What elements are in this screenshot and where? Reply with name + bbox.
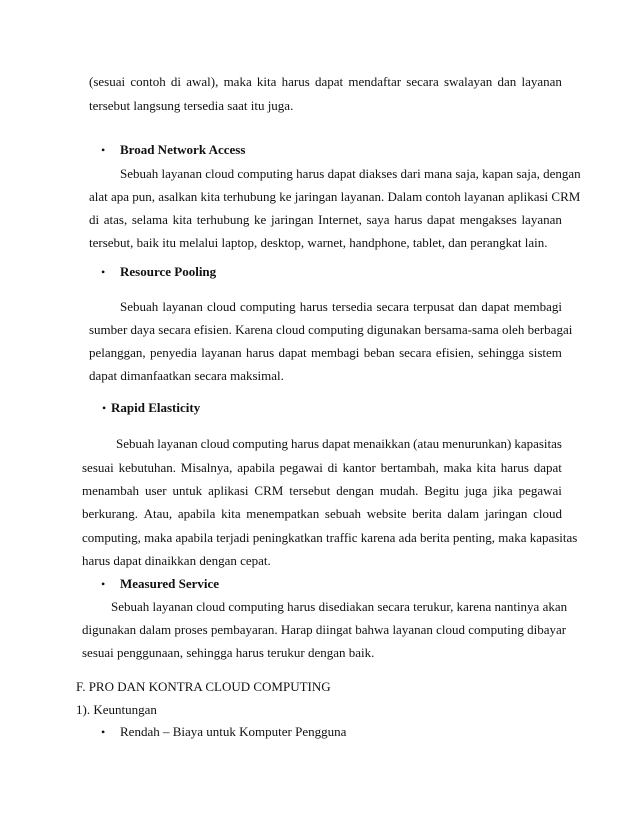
text-segment: (sesuai [89,74,126,89]
text-segment: tersedia [332,299,373,314]
subsection-heading: 1). Keuntungan [76,702,157,717]
paragraph-line [89,345,562,361]
heading-resource-pooling: Resource Pooling [120,264,217,279]
text-segment: membagi [310,345,360,360]
paragraph-line [89,74,562,90]
text-segment: cloud [200,436,230,451]
text-segment: atas, [103,212,128,227]
text-segment: contoh [130,74,166,89]
text-segment: Misalnya, [180,460,233,475]
text-segment: terhubung [196,212,250,227]
text-segment: kebutuhan. [118,460,176,475]
text-segment: dapat [481,299,510,314]
text-segment: pelanggan, [89,345,146,360]
paragraph-line [116,436,562,452]
text-segment: sistem [528,345,562,360]
text-segment: menaikkan [353,436,411,451]
text-segment: Atau, [143,506,173,521]
text-segment: layanan [521,74,562,89]
text-segment: harus [281,74,310,89]
text-segment: harus [394,212,423,227]
text-segment: mudah. [379,483,419,498]
paragraph-line [89,212,562,228]
section-heading: F. PRO DAN KONTRA CLOUD COMPUTING [76,679,331,694]
bullet-icon: • [101,577,106,591]
paragraph-line: computing, maka apabila terjadi peningkatkan traffic karena ada berita penting, maka kapasitas [82,530,578,545]
bullet-icon: • [101,265,106,279]
text-segment: beban [363,345,395,360]
text-segment: CRM [254,483,284,498]
text-segment: mendaftar [348,74,402,89]
paragraph-line: Sebuah layanan cloud computing harus disediakan secara terukur, karena nantinya akan [111,599,568,614]
text-segment: penyedia [150,345,197,360]
text-segment: harus [500,460,529,475]
text-segment: dapat [426,212,456,227]
text-segment: cloud [206,299,236,314]
text-segment: secara [376,299,410,314]
paragraph-line [82,483,562,499]
text-segment: sehingga [478,345,525,360]
text-segment: ke [254,212,267,227]
text-segment: pegawai [518,483,562,498]
paragraph-line [120,299,562,315]
text-segment: tersebut [289,483,331,498]
text-segment: website [366,506,407,521]
text-segment: dapat [533,460,562,475]
text-segment: di [170,74,182,89]
text-segment: secara [406,74,439,89]
text-segment: bertambah, [380,460,439,475]
text-segment: Sebuah [116,436,155,451]
text-segment: awal), [186,74,219,89]
text-segment: user [144,483,167,498]
text-segment: kita [172,212,193,227]
paragraph-line: dapat dimanfaatkan secara maksimal. [89,368,284,383]
text-segment: pegawai [279,460,323,475]
paragraph-line: tersebut, baik itu melalui laptop, desktop, warnet, handphone, tablet, dan perangkat lain. [89,235,548,250]
text-segment: layanan [162,299,203,314]
text-segment: Internet, [318,212,362,227]
text-segment: layanan [157,436,198,451]
text-segment: jaringan [484,506,528,521]
text-segment: aplikasi [208,483,249,498]
text-segment: menurunkan) [442,436,512,451]
text-segment: Sebuah [120,299,159,314]
text-segment: (atau [413,436,440,451]
paragraph-line: alat apa pun, asalkan kita terhubung ke jaringan layanan. Dalam contoh layanan aplikasi CRM [89,189,581,204]
text-segment: di [89,212,100,227]
heading-measured-service: Measured Service [120,576,220,591]
text-segment: efisien, [435,345,474,360]
text-segment: berkurang. [82,506,138,521]
paragraph-line: sumber daya secara efisien. Karena cloud computing digunakan bersama-sama oleh berbagai [89,322,573,337]
text-segment: sesuai [82,460,114,475]
text-segment: dapat [322,436,351,451]
text-segment: Begitu [424,483,459,498]
text-segment: jaringan [270,212,314,227]
text-segment: computing [239,299,296,314]
text-segment: untuk [172,483,203,498]
paragraph-line: tersebut langsung tersedia saat itu juga. [89,98,294,113]
text-segment: jika [493,483,513,498]
text-segment: selama [131,212,168,227]
text-segment: computing [232,436,289,451]
paragraph-line: Sebuah layanan cloud computing harus dapat diakses dari mana saja, kapan saja, dengan [120,166,581,181]
text-segment: kita [256,74,277,89]
text-segment: dapat [278,345,307,360]
list-item: Rendah – Biaya untuk Komputer Pengguna [120,724,347,739]
text-segment: di [327,460,338,475]
text-segment: saya [366,212,390,227]
text-segment: secara [399,345,432,360]
text-segment: dan [458,299,478,314]
paragraph-line: harus dapat dinaikkan dengan cepat. [82,553,271,568]
text-segment: harus [246,345,275,360]
bullet-icon: • [101,725,106,739]
paragraph-line [82,506,562,522]
text-segment: kita [476,460,496,475]
text-segment: apabila [177,506,216,521]
heading-broad-network-access: Broad Network Access [120,142,246,157]
text-segment: juga [464,483,488,498]
text-segment: membagi [513,299,562,314]
paragraph-line [82,460,562,476]
paragraph-line: sesuai penggunaan, sehingga harus terukur dengan baik. [82,645,375,660]
text-segment: dalam [447,506,480,521]
text-segment: mengakses [459,212,517,227]
bullet-icon: • [101,143,106,157]
text-segment: sebuah [324,506,361,521]
text-segment: menempatkan [246,506,320,521]
text-segment: layanan [521,212,562,227]
text-segment: dengan [336,483,374,498]
text-segment: kita [221,506,241,521]
text-segment: kantor [342,460,376,475]
text-segment: kapasitas [514,436,562,451]
text-segment: maka [443,460,472,475]
text-segment: layanan [201,345,242,360]
text-segment: dan [497,74,517,89]
text-segment: menambah [82,483,140,498]
text-segment: terpusat [413,299,455,314]
paragraph-line: digunakan dalam proses pembayaran. Harap diingat bahwa layanan cloud computing dibayar [82,622,567,637]
text-segment: cloud [533,506,562,521]
text-segment: apabila [237,460,275,475]
heading-rapid-elasticity: Rapid Elasticity [111,400,201,415]
text-segment: dapat [315,74,344,89]
text-segment: swalayan [443,74,493,89]
text-segment: harus [290,436,320,451]
bullet-icon: • [102,401,107,415]
text-segment: harus [299,299,328,314]
text-segment: berita [412,506,442,521]
text-segment: maka [223,74,252,89]
